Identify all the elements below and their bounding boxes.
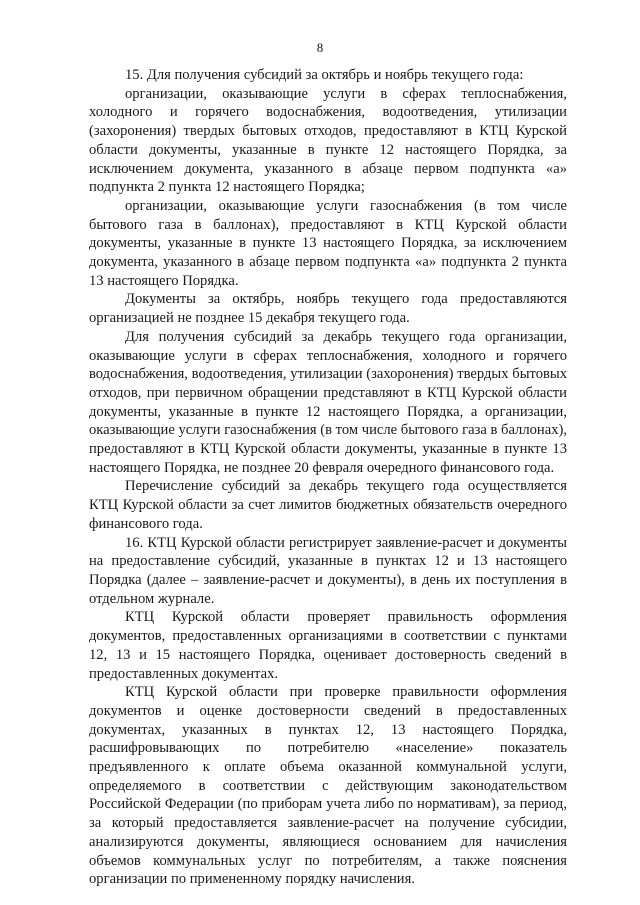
paragraph: организации, оказывающие услуги газоснабжения (в том числе бытового газа в баллонах), предоставляют в КТЦ Курской области документы, указанные в пункте 13 настоящего Порядка, за исключением документа, указанного в абзаце первом подпункта «а» подпункта 2 пункта 13 настоящего Порядка. — [89, 197, 567, 289]
paragraph: организации, оказывающие услуги в сферах теплоснабжения, холодного и горячего водоснабжения, водоотведения, утилизации (захоронения) твердых бытовых отходов, предоставляют в КТЦ Курской области документы, указанные в пункте 12 настоящего Порядка, за исключением документа, указанного в абзаце первом подпункта «а» подпункта 2 пункта 12 настоящего Порядка; — [89, 85, 567, 196]
paragraph: Документы за октябрь, ноябрь текущего года предоставляются организацией не позднее 15 декабря текущего года. — [89, 291, 567, 327]
document-body — [89, 66, 567, 889]
paragraph: КТЦ Курской области при проверке правильности оформления документов и оценке достоверности сведений в предоставленных документах, указанных в пунктах 12, 13 настоящего Порядка, расшифровывающих по потребителю «население» показатель предъявленного к оплате объема оказанной коммунальной услуги, определяемого в соответствии с действующим законодательством Российской Федерации (по приборам учета либо по нормативам), за период, за который предоставляется заявление-расчет на получение субсидии, анализируются документы, являющиеся основанием для начисления объемов коммунальных услуг по потребителям, а также пояснения организации по примененному порядку начисления. — [89, 684, 567, 888]
paragraph: КТЦ Курской области проверяет правильность оформления документов, предоставленных организациями в соответствии с пунктами 12, 13 и 15 настоящего Порядка, оценивает достоверность сведений в предоставленных документах. — [89, 609, 567, 682]
paragraph: 15. Для получения субсидий за октябрь и ноябрь текущего года: — [125, 67, 524, 83]
paragraph: Для получения субсидий за декабрь текущего года организации, оказывающие услуги в сферах теплоснабжения, холодного и горячего водоснабжения, водоотведения, утилизации (захоронения) твердых бытовых отходов, при первичном обращении представляют в КТЦ Курской области документы, указанные в пункте 12 настоящего Порядка, а организации, оказывающие услуги газоснабжения (в том числе бытового газа в баллонах), предоставляют в КТЦ Курской области документы, указанные в пункте 13 настоящего Порядка, не позднее 20 февраля очередного финансового года. — [89, 328, 568, 476]
paragraph: 16. КТЦ Курской области регистрирует заявление-расчет и документы на предоставление субсидий, указанные в пунктах 12 и 13 настоящего Порядка (далее – заявление-расчет и документы), в день их поступления в отдельном журнале. — [89, 534, 567, 607]
paragraph: Перечисление субсидий за декабрь текущего года осуществляется КТЦ Курской области за счет лимитов бюджетных обязательств очередного финансового года. — [89, 478, 567, 532]
page-number: 8 — [316, 40, 324, 55]
